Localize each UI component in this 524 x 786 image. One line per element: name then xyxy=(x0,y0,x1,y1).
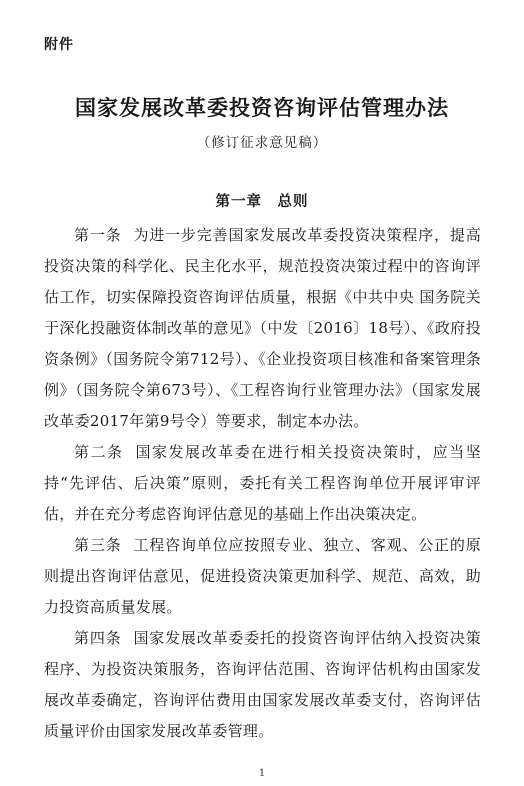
article-4 xyxy=(44,623,481,747)
article-1 xyxy=(44,220,481,437)
article-2 xyxy=(44,437,481,530)
article-text: 国家发展改革委在进行相关投资决策时，应当坚持“先评估、后决策”原则，委托有关工程咨询单位开展评审评估，并在充分考虑咨询评估意见的基础上作出决策决定。 xyxy=(44,443,481,523)
article-text: 工程咨询单位应按照专业、独立、客观、公正的原则提出咨询评估意见，促进投资决策更加科学、规范、高效，助力投资高质量发展。 xyxy=(44,536,481,616)
article-number: 第四条 xyxy=(74,629,122,647)
document-subtitle: （修订征求意见稿） xyxy=(196,135,328,151)
article-text: 国家发展改革委委托的投资咨询评估纳入投资决策程序、为投资决策服务，咨询评估范围、咨询评估机构由国家发展改革委确定，咨询评估费用由国家发展改革委支付，咨询评估质量评价由国家发展改革委管理。 xyxy=(44,629,481,740)
document-title: 国家发展改革委投资咨询评估管理办法 xyxy=(75,95,449,120)
article-number: 第二条 xyxy=(74,443,124,461)
article-number: 第三条 xyxy=(74,536,122,554)
article-3 xyxy=(44,530,481,623)
chapter-heading: 第一章 总则 xyxy=(215,194,309,210)
page-number: 1 xyxy=(258,768,266,779)
article-text: 为进一步完善国家发展改革委投资决策程序，提高投资决策的科学化、民主化水平，规范投资决策过程中的咨询评估工作，切实保障投资咨询评估质量，根据《中共中央 国务院关于深化投融资体制改革的意见》（中发〔2016〕18号）、《政府投资条例》（国务院令第712号）、《企业投资项目核准和备案管理条例》（国务院令第673号）、《工程咨询行业管理办法》（国家发展改革委2017年第9号令）等要求，制定本办法。 xyxy=(44,226,481,430)
document-body xyxy=(44,220,481,747)
article-number: 第一条 xyxy=(74,226,122,244)
attachment-label: 附件 xyxy=(44,37,74,53)
